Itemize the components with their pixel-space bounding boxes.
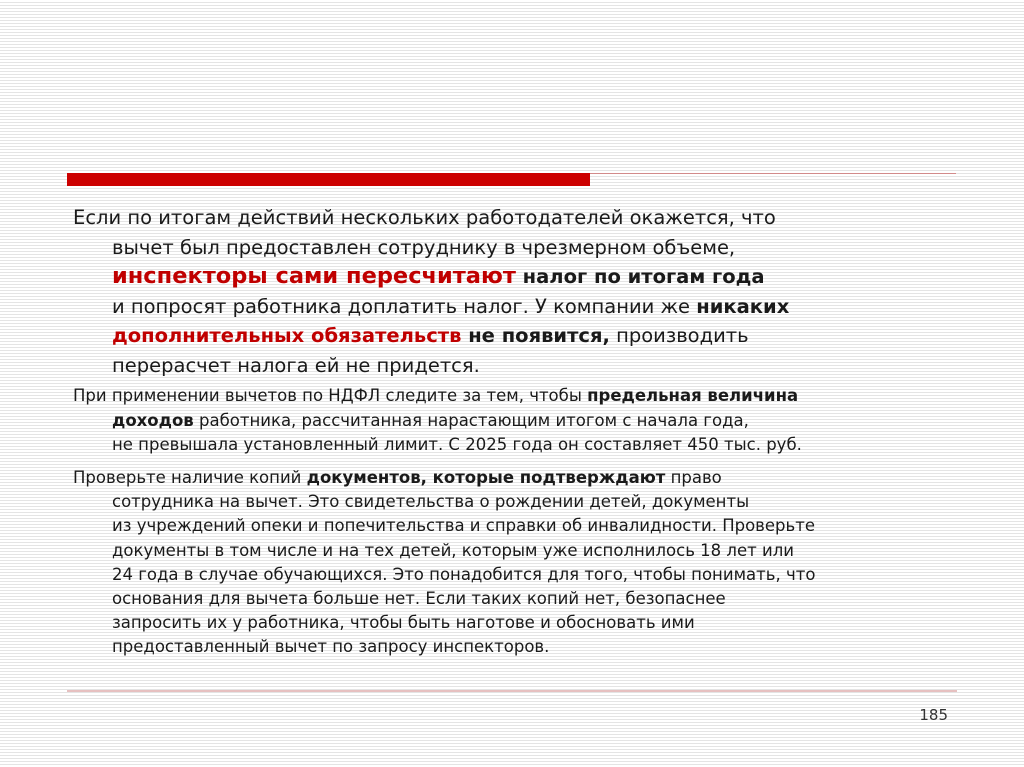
- p2-line-2-text: работника, рассчитанная нарастающим итогом с начала года,: [193, 410, 749, 430]
- p2-line-3: не превышала установленный лимит. С 2025 года он составляет 450 тыс. руб.: [112, 435, 802, 455]
- p1-line-5: [73, 321, 973, 351]
- p2-line-1-text: При применении вычетов по НДФЛ следите за тем, чтобы: [73, 386, 588, 405]
- p1-line-2: вычет был предоставлен сотруднику в чрезмерном объеме,: [112, 235, 736, 259]
- p2-line-1: [73, 384, 973, 409]
- p3-line-3: из учреждений опеки и попечительства и справки об инвалидности. Проверьте: [112, 516, 816, 536]
- emphasis-documents: документов, которые подтверждают: [306, 468, 666, 487]
- paragraph-check-documents: [73, 466, 973, 660]
- emphasis-limit-value: предельная величина: [587, 386, 799, 405]
- p3-line-1: [73, 466, 973, 490]
- p3-line-6: основания для вычета больше нет. Если таких копий нет, безопаснее: [112, 589, 726, 609]
- p3-line-8: предоставленный вычет по запросу инспекторов.: [112, 637, 550, 657]
- title-divider-line: [590, 173, 956, 174]
- p1-line-3: [73, 262, 973, 292]
- highlight-additional-obligations: дополнительных обязательств: [112, 324, 462, 348]
- p3-line-1-rest: право: [665, 468, 722, 487]
- paragraph-tax-recalculation: [73, 203, 973, 381]
- p1-line-6: перерасчет налога ей не придется.: [112, 353, 480, 377]
- footer-divider-line: [67, 690, 957, 692]
- p1-line-4: [73, 292, 973, 322]
- title-accent-bar: [67, 173, 590, 186]
- paragraph-income-limit: [73, 384, 973, 458]
- p3-line-1-text: Проверьте наличие копий: [73, 468, 307, 487]
- p1-line-5-text: производить: [609, 324, 749, 348]
- emphasis-annual-tax: налог по итогам года: [515, 265, 765, 289]
- p3-line-7: запросить их у работника, чтобы быть наготове и обосновать ими: [112, 613, 695, 633]
- page-number: 185: [919, 706, 948, 724]
- p3-line-2: сотрудника на вычет. Это свидетельства о рождении детей, документы: [112, 492, 750, 512]
- p1-line-1: Если по итогам действий нескольких работодателей окажется, что: [73, 206, 776, 229]
- p3-line-5: 24 года в случае обучающихся. Это понадобится для того, чтобы понимать, что: [112, 564, 816, 584]
- emphasis-no: никаких: [696, 294, 790, 318]
- highlight-inspectors-recalculate: инспекторы сами пересчитают: [112, 263, 516, 290]
- emphasis-will-not-appear: не появится,: [461, 324, 610, 348]
- p1-line-4-text: и попросят работника доплатить налог. У компании же: [112, 294, 697, 318]
- p2-line-2: [73, 409, 973, 434]
- emphasis-income: доходов: [112, 410, 194, 430]
- p3-line-4: документы в том числе и на тех детей, которым уже исполнилось 18 лет или: [112, 540, 794, 560]
